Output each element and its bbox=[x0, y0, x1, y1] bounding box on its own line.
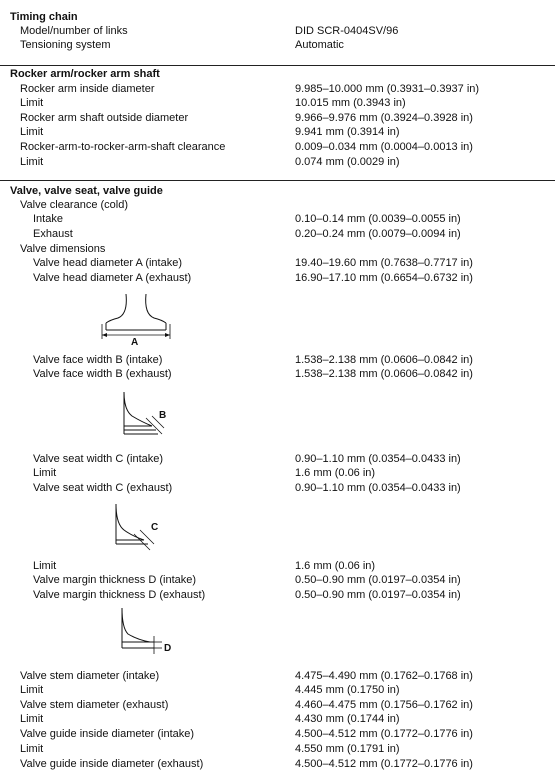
spec-value: 0.90–1.10 mm (0.0354–0.0433 in) bbox=[295, 482, 461, 494]
spec-row bbox=[0, 466, 555, 480]
spec-value: 10.015 mm (0.3943 in) bbox=[295, 97, 406, 109]
spec-row bbox=[0, 227, 555, 241]
spec-value: 4.460–4.475 mm (0.1756–0.1762 in) bbox=[295, 699, 473, 711]
spec-label: Valve face width B (exhaust) bbox=[33, 368, 172, 380]
figure-label-a: A bbox=[131, 337, 139, 348]
spec-value: 1.6 mm (0.06 in) bbox=[295, 467, 376, 479]
spec-value: 4.430 mm (0.1744 in) bbox=[295, 713, 400, 725]
spec-value: 0.009–0.034 mm (0.0004–0.0013 in) bbox=[295, 141, 473, 153]
spec-value: 9.985–10.000 mm (0.3931–0.3937 in) bbox=[295, 83, 480, 95]
spec-row bbox=[0, 38, 555, 52]
spec-row bbox=[0, 727, 555, 741]
spec-label: Valve head diameter A (exhaust) bbox=[33, 272, 192, 284]
figure-label-b: B bbox=[159, 410, 167, 421]
spec-value: 0.10–0.14 mm (0.0039–0.0055 in) bbox=[295, 213, 461, 225]
spec-value: 0.50–0.90 mm (0.0197–0.0354 in) bbox=[295, 574, 461, 586]
spec-value: 19.40–19.60 mm (0.7638–0.7717 in) bbox=[295, 257, 473, 269]
spec-group-label bbox=[0, 198, 555, 212]
spec-row bbox=[0, 96, 555, 110]
spec-label: Valve face width B (intake) bbox=[33, 354, 163, 366]
spec-label: Valve guide inside diameter (exhaust) bbox=[20, 758, 204, 770]
spec-value: 4.475–4.490 mm (0.1762–0.1768 in) bbox=[295, 670, 473, 682]
spec-row bbox=[0, 757, 555, 771]
spec-label: Valve stem diameter (intake) bbox=[20, 670, 160, 682]
spec-label: Valve stem diameter (exhaust) bbox=[20, 699, 169, 711]
spec-group-label bbox=[0, 242, 555, 256]
spec-label: Limit bbox=[20, 684, 44, 696]
spec-row bbox=[0, 698, 555, 712]
spec-label: Valve seat width C (intake) bbox=[33, 453, 164, 465]
heading-text: Valve, valve seat, valve guide bbox=[10, 185, 163, 197]
spec-value: DID SCR-0404SV/96 bbox=[295, 25, 399, 37]
spec-value: 1.6 mm (0.06 in) bbox=[295, 560, 376, 572]
section-divider bbox=[0, 65, 555, 66]
section-heading-timing-chain bbox=[0, 10, 555, 24]
spec-row bbox=[0, 573, 555, 587]
spec-value: 9.966–9.976 mm (0.3924–0.3928 in) bbox=[295, 112, 473, 124]
spec-value: 4.500–4.512 mm (0.1772–0.1776 in) bbox=[295, 728, 473, 740]
section-heading-valve bbox=[0, 184, 555, 198]
spec-row bbox=[0, 82, 555, 96]
spec-row bbox=[0, 24, 555, 38]
spec-row bbox=[0, 588, 555, 602]
spec-row bbox=[0, 125, 555, 139]
spec-label: Limit bbox=[20, 97, 44, 109]
spec-row bbox=[0, 155, 555, 169]
valve-head-diameter-figure bbox=[98, 292, 188, 348]
spec-label: Limit bbox=[33, 467, 57, 479]
section-divider bbox=[0, 180, 555, 181]
spec-row bbox=[0, 481, 555, 495]
spec-row bbox=[0, 140, 555, 154]
spec-row bbox=[0, 559, 555, 573]
valve-seat-width-figure bbox=[110, 502, 170, 554]
spec-value: 4.500–4.512 mm (0.1772–0.1776 in) bbox=[295, 758, 473, 770]
spec-label: Tensioning system bbox=[20, 39, 111, 51]
spec-label: Limit bbox=[20, 156, 44, 168]
spec-row bbox=[0, 256, 555, 270]
spec-label: Rocker-arm-to-rocker-arm-shaft clearance bbox=[20, 141, 226, 153]
spec-label: Limit bbox=[33, 560, 57, 572]
spec-value: 1.538–2.138 mm (0.0606–0.0842 in) bbox=[295, 354, 473, 366]
valve-face-width-figure bbox=[118, 390, 178, 442]
spec-label: Valve clearance (cold) bbox=[20, 199, 129, 211]
spec-row bbox=[0, 712, 555, 726]
spec-value: 9.941 mm (0.3914 in) bbox=[295, 126, 400, 138]
spec-label: Intake bbox=[33, 213, 63, 225]
figure-label-d: D bbox=[164, 643, 172, 654]
spec-row bbox=[0, 367, 555, 381]
spec-value: 0.074 mm (0.0029 in) bbox=[295, 156, 400, 168]
spec-value: 0.50–0.90 mm (0.0197–0.0354 in) bbox=[295, 589, 461, 601]
valve-margin-thickness-figure bbox=[116, 606, 182, 660]
spec-label: Model/number of links bbox=[20, 25, 128, 37]
spec-label: Limit bbox=[20, 713, 44, 725]
spec-row bbox=[0, 452, 555, 466]
heading-text: Timing chain bbox=[10, 11, 78, 23]
spec-row bbox=[0, 353, 555, 367]
spec-value: 4.550 mm (0.1791 in) bbox=[295, 743, 400, 755]
spec-row bbox=[0, 111, 555, 125]
spec-value: 1.538–2.138 mm (0.0606–0.0842 in) bbox=[295, 368, 473, 380]
spec-value: 0.90–1.10 mm (0.0354–0.0433 in) bbox=[295, 453, 461, 465]
spec-row bbox=[0, 683, 555, 697]
spec-label: Limit bbox=[20, 743, 44, 755]
spec-value: 0.20–0.24 mm (0.0079–0.0094 in) bbox=[295, 228, 461, 240]
spec-row bbox=[0, 271, 555, 285]
spec-label: Valve seat width C (exhaust) bbox=[33, 482, 173, 494]
spec-label: Valve dimensions bbox=[20, 243, 106, 255]
spec-value: Automatic bbox=[295, 39, 344, 51]
spec-row bbox=[0, 742, 555, 756]
spec-label: Valve guide inside diameter (intake) bbox=[20, 728, 195, 740]
spec-row bbox=[0, 212, 555, 226]
spec-label: Valve margin thickness D (exhaust) bbox=[33, 589, 206, 601]
heading-text: Rocker arm/rocker arm shaft bbox=[10, 68, 160, 80]
spec-value: 4.445 mm (0.1750 in) bbox=[295, 684, 400, 696]
spec-label: Limit bbox=[20, 126, 44, 138]
spec-label: Valve head diameter A (intake) bbox=[33, 257, 182, 269]
spec-label: Valve margin thickness D (intake) bbox=[33, 574, 197, 586]
figure-label-c: C bbox=[151, 522, 159, 533]
spec-label: Rocker arm inside diameter bbox=[20, 83, 155, 95]
spec-row bbox=[0, 669, 555, 683]
spec-label: Exhaust bbox=[33, 228, 73, 240]
section-heading-rocker-arm bbox=[0, 67, 555, 81]
spec-value: 16.90–17.10 mm (0.6654–0.6732 in) bbox=[295, 272, 473, 284]
spec-label: Rocker arm shaft outside diameter bbox=[20, 112, 189, 124]
